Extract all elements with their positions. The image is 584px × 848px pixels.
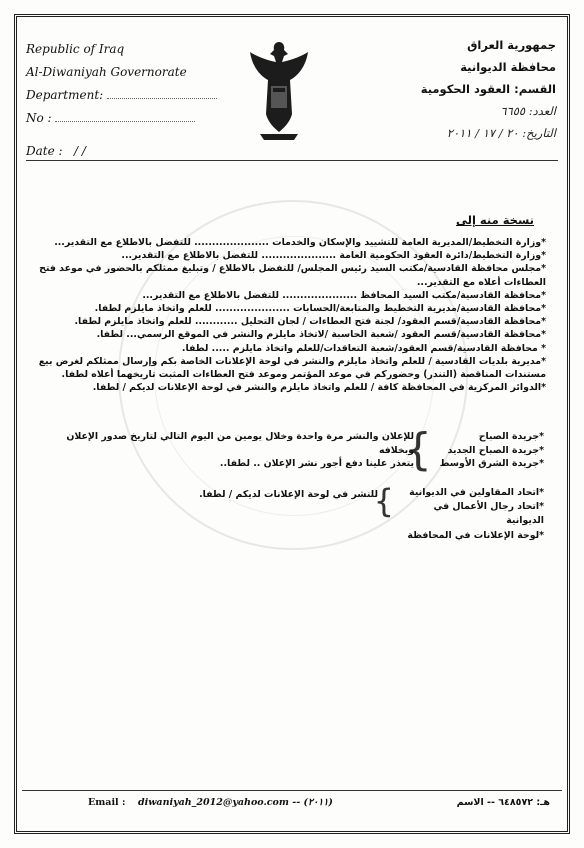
department-label: Department: xyxy=(26,88,104,102)
recipient-line: *مديرية بلديات القادسية / للعلم واتخاذ مايلزم والنشر في لوحة الإعلانات الخاصة بكم وإرسال ممثلكم لغرض بيع xyxy=(38,355,546,367)
email-label: Email : xyxy=(88,797,126,808)
governorate-en: Al-Diwaniyah Governorate xyxy=(26,65,187,79)
header-english xyxy=(26,38,226,163)
footer-divider xyxy=(22,790,562,791)
department-ar: القسم: العقود الحكومية xyxy=(420,82,556,96)
recipient-line: مستندات المناقصة (التندر) وحضوركم في موعد المؤتمر وموعد فتح العطاءات المثبت تاريخهما أعلاه لطفا. xyxy=(61,369,546,381)
recipient-line: *محافظة القادسية/مكتب السيد المحافظ ..................... للتفضل بالاطلاع مع التقدير... xyxy=(142,289,546,301)
recipient-line: *محافظة القادسية/قسم العقود /شعبة الحاسبة /لاتخاذ مايلزم والنشر في الموقع الرسمي... لطفا. xyxy=(96,329,546,341)
recipient-list xyxy=(38,236,546,394)
email-address[interactable]: diwaniyah_2012@yahoo.com xyxy=(138,797,289,808)
recipient-line: *وزارة التخطيط/المديرية العامة للتشييد والإسكان والخدمات ..................... للتفضل بالاطلاع مع التقدير... xyxy=(54,237,546,248)
brace-icon: } xyxy=(373,482,394,520)
phone-number: هـ: ٦٤٨٥٧٢ -- الاسم xyxy=(456,797,550,808)
date-separators: / / xyxy=(74,144,86,158)
newspaper-item: *جريدة الصباح الجديد xyxy=(447,444,544,456)
date-label: Date : xyxy=(26,144,63,158)
number-label: No : xyxy=(26,111,52,125)
number-blank xyxy=(55,121,195,122)
recipient-line: *وزارة التخطيط/دائرة العقود الحكومية العامة ..................... للتفضل بالاطلاع مع التقدير... xyxy=(121,250,546,262)
country-en: Republic of Iraq xyxy=(26,42,125,56)
recipient-line: *مجلس محافظة القادسية/مكتب السيد رئيس المجلس/ للتفضل بالاطلاع / وتبليغ ممثلكم بالحضور في موعد فتح xyxy=(39,263,546,275)
eagle-emblem-icon xyxy=(246,36,312,144)
copy-to-title: نسخة منه إلى xyxy=(456,213,534,227)
governorate-ar: محافظة الديوانية xyxy=(460,60,556,74)
email-tail: -- (٢٠١١) xyxy=(292,797,333,808)
recipient-line: *محافظة القادسية/قسم العقود/ لجنة فتح العطاءات / لجان التحليل ............ للعلم واتخاذ مايلزم لطفا. xyxy=(74,316,546,328)
recipient-line: العطاءات أعلاه مع التقدير... xyxy=(416,276,546,288)
country-ar: جمهورية العراق xyxy=(467,38,556,52)
union-item: *اتحاد رجال الأعمال في الديوانية xyxy=(433,501,544,526)
unions-instruction: للنشر في لوحة الإعلانات لديكم / لطفا. xyxy=(199,489,378,500)
date-ar: التاريخ: ٢٠ / ١٧ / ٢٠١١ xyxy=(446,126,556,140)
header-divider xyxy=(26,160,558,161)
newspaper-instruction-2: يتعذر علينا دفع أجور نشر الإعلان .. لطفا.. xyxy=(219,458,414,469)
recipient-line: *الدوائر المركزية في المحافظة كافة / للعلم واتخاذ مايلزم والنشر في لوحة الإعلانات لديكم / لطفا. xyxy=(92,382,546,394)
union-item: *اتحاد المقاولين في الديوانية xyxy=(409,487,544,498)
number-ar: العدد: ٦٦٥٥ xyxy=(500,104,556,118)
brace-icon: } xyxy=(404,424,432,475)
newspaper-item: *جريدة الشرق الأوسط xyxy=(439,458,544,469)
newspaper-instruction-1: للإعلان والنشر مرة واحدة وخلال يومين من اليوم التالي لتاريخ صدور الإعلان وبخلافه xyxy=(66,431,414,456)
department-blank xyxy=(107,98,217,99)
newspaper-item: *جريدة الصباح xyxy=(478,431,544,442)
recipient-line: *محافظة القادسية/مديرية التخطيط والمتابعة/الحسابات ..................... للعلم واتخاذ مايلزم لطفا. xyxy=(94,303,546,315)
notice-board-line: *لوحة الإعلانات في المحافظة xyxy=(407,530,544,541)
header-arabic xyxy=(346,34,556,144)
recipient-line: * محافظة القادسية/قسم العقود/شعبة التعاقدات/للعلم واتخاذ مايلزم ..... لطفا. xyxy=(181,342,546,354)
